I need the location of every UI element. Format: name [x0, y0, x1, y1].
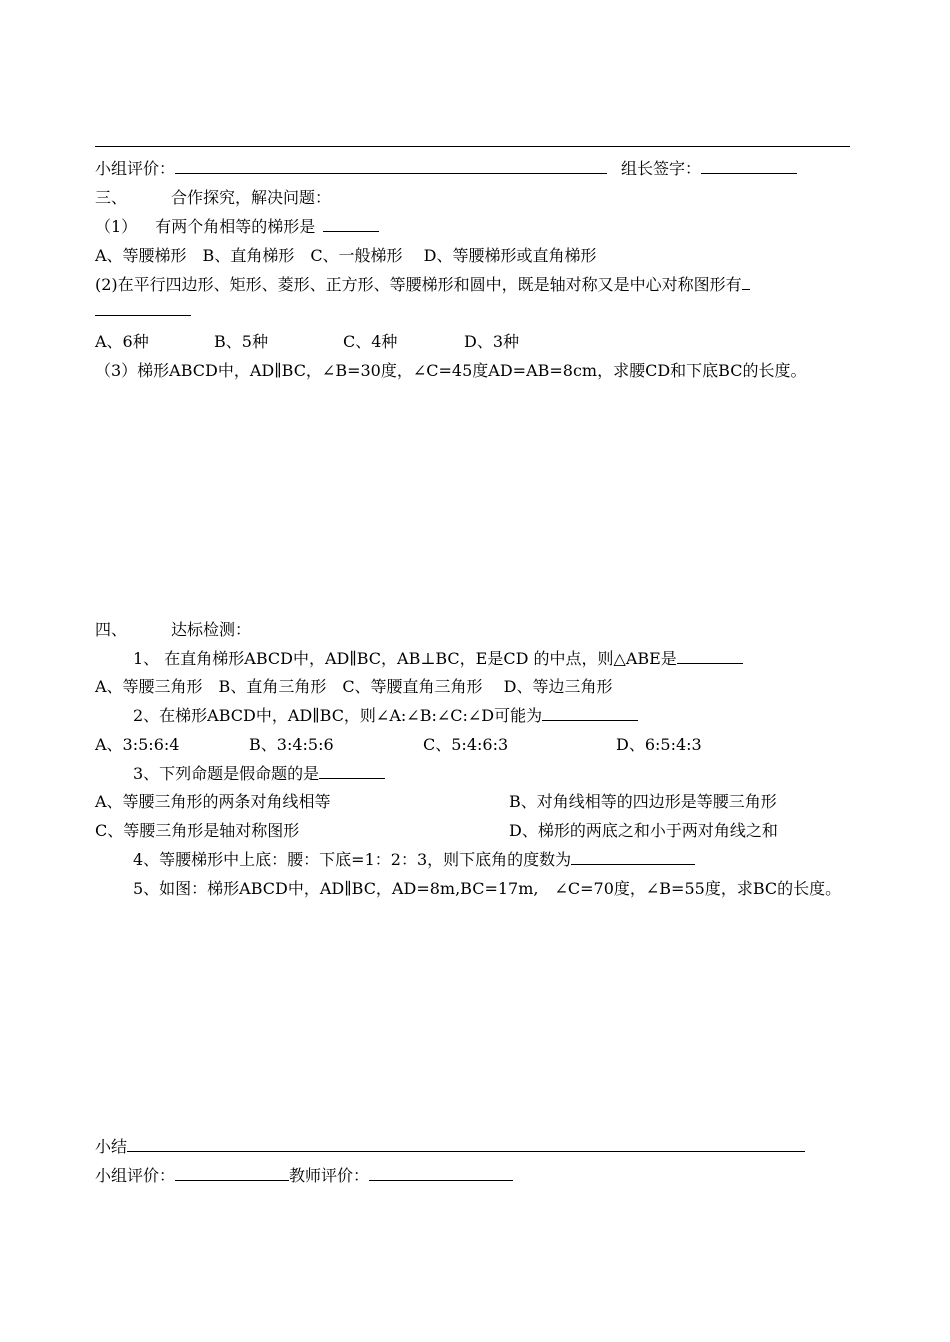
s4-q2-opt-a: A、3:5:6:4	[95, 735, 180, 754]
s3-q2-text: (2)在平行四边形、矩形、菱形、正方形、等腰梯形和圆中，既是轴对称又是中心对称图形有	[95, 275, 742, 294]
s4-q3-opt-a: A、等腰三角形的两条对角线相等	[95, 792, 331, 811]
s3-q2-opt-b: B、5种	[214, 332, 268, 351]
s4-q1-options: A、等腰三角形 B、直角三角形 C、等腰直角三角形 D、等边三角形	[95, 677, 613, 696]
s4-q3-opt-c: C、等腰三角形是轴对称图形	[95, 821, 300, 840]
group-eval-label: 小组评价：	[95, 159, 176, 178]
s3-q1-stem	[95, 216, 379, 238]
group-eval-row	[95, 158, 797, 180]
s4-q5-stem: 5、如图：梯形ABCD中，AD∥BC，AD=8m,BC=17m, ∠C=70度，∠B=55度，求BC的长度。	[133, 879, 842, 898]
s4-q2-text: 2、在梯形ABCD中，AD∥BC，则∠A:∠B:∠C:∠D可能为	[133, 706, 543, 725]
s3-q1-text: 有两个角相等的梯形是	[155, 217, 316, 236]
s4-q2-opt-b: B、3:4:5:6	[249, 735, 334, 754]
final-group-eval-label: 小组评价：	[95, 1166, 176, 1185]
s4-q2-opt-d: D、6:5:4:3	[616, 735, 702, 754]
s4-q4-text: 4、等腰梯形中上底：腰：下底=1：2：3，则下底角的度数为	[133, 850, 572, 869]
section3-number: 三、	[95, 188, 128, 207]
summary-blank[interactable]	[127, 1136, 805, 1152]
summary-row	[95, 1136, 805, 1158]
teacher-eval-blank[interactable]	[369, 1165, 513, 1181]
s4-q2-opt-c: C、5:4:6:3	[423, 735, 509, 754]
final-eval-row	[95, 1165, 513, 1187]
section3-heading	[95, 187, 331, 209]
s3-q3-stem: （3）梯形ABCD中，AD∥BC，∠B=30度，∠C=45度AD=AB=8cm，求腰CD和下底BC的长度。	[95, 361, 807, 380]
s4-q1-blank[interactable]	[677, 648, 743, 664]
s4-q1-stem	[133, 648, 743, 670]
s4-q3-options-row1	[95, 791, 850, 813]
leader-sign-blank[interactable]	[701, 158, 797, 174]
s3-q1-number: （1）	[95, 217, 138, 236]
s3-q2-options	[95, 331, 850, 353]
s4-q3-opt-d: D、梯形的两底之和小于两对角线之和	[509, 821, 778, 840]
section4-heading	[95, 619, 251, 641]
s4-q3-text: 3、下列命题是假命题的是	[133, 764, 320, 783]
s4-q3-opt-b: B、对角线相等的四边形是等腰三角形	[509, 792, 777, 811]
s3-q2-blank[interactable]	[95, 300, 191, 316]
summary-label: 小结	[95, 1137, 128, 1156]
group-eval-blank[interactable]	[175, 158, 607, 174]
teacher-eval-label: 教师评价：	[289, 1166, 370, 1185]
s4-q4-stem	[133, 849, 695, 871]
s3-q2-blank-line	[95, 300, 191, 322]
section3-title: 合作探究，解决问题：	[171, 188, 332, 207]
s3-q2-opt-c: C、4种	[343, 332, 398, 351]
s3-q1-options: A、等腰梯形 B、直角梯形 C、一般梯形 D、等腰梯形或直角梯形	[95, 246, 597, 265]
s3-q2-opt-a: A、6种	[95, 332, 149, 351]
section4-title: 达标检测：	[171, 620, 252, 639]
section4-number: 四、	[95, 620, 128, 639]
s3-q2-opt-d: D、3种	[464, 332, 520, 351]
s3-q1-blank[interactable]	[323, 216, 379, 232]
s4-q3-stem	[133, 763, 385, 785]
s4-q4-blank[interactable]	[571, 849, 695, 865]
s4-q2-blank[interactable]	[542, 705, 638, 721]
s4-q2-options	[95, 734, 850, 756]
s4-q1-text: 1、 在直角梯形ABCD中，AD∥BC，AB⊥BC，E是CD 的中点，则△ABE是	[133, 649, 677, 668]
s3-q2-blank-end[interactable]	[742, 274, 750, 290]
s4-q3-options-row2	[95, 820, 850, 842]
leader-sign-label: 组长签字：	[621, 159, 702, 178]
top-rule	[95, 146, 850, 147]
s4-q2-stem	[133, 705, 638, 727]
s4-q3-blank[interactable]	[319, 763, 385, 779]
final-group-eval-blank[interactable]	[175, 1165, 289, 1181]
s3-q2-stem	[95, 274, 750, 296]
